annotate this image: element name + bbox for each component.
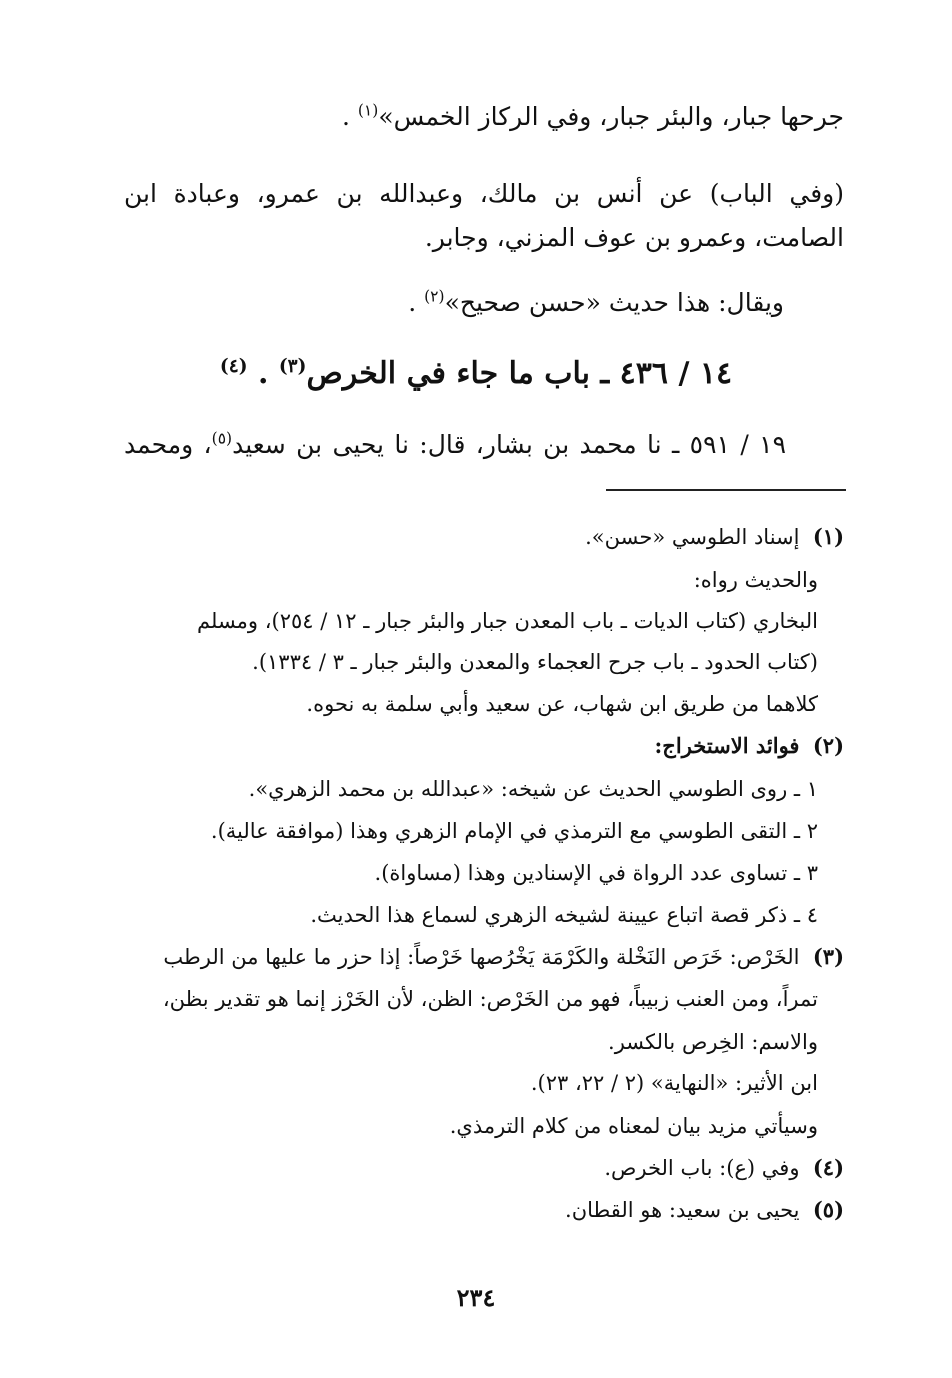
footnote-3-line-1 <box>163 942 844 972</box>
footnote-5 <box>565 1195 844 1225</box>
footnote-4-text: وفي (ع): باب الخرص. <box>604 1156 800 1180</box>
footnote-1-number: (١) <box>812 524 844 549</box>
footnote-ref-4: (٤) <box>219 356 248 377</box>
chapter-heading-text: ١٤ / ٤٣٦ ـ باب ما جاء في الخرص <box>306 356 733 391</box>
footnote-ref-1: (١) <box>357 101 379 120</box>
hadith-chain-line <box>124 428 786 462</box>
main-text-line-4 <box>408 286 784 320</box>
footnote-2-item-2: ٢ ـ التقى الطوسي مع الترمذي في الإمام الزهري وهذا (موافقة عالية). <box>210 819 818 843</box>
footnote-1-line-1 <box>585 522 844 552</box>
footnote-1-text: إسناد الطوسي «حسن». <box>585 525 800 549</box>
footnote-1-line-5: كلاهما من طريق ابن شهاب، عن سعيد وأبي سلمة به نحوه. <box>306 692 818 716</box>
footnote-1-line-3: البخاري (كتاب الديات ـ باب المعدن جبار والبئر جبار ـ ١٢ / ٢٥٤)، ومسلم <box>197 609 818 633</box>
footnote-3-line-5: وسيأتي مزيد بيان لمعناه من كلام الترمذي. <box>449 1114 818 1138</box>
hadith-chain-end: ، ومحمد <box>124 430 212 459</box>
footnote-ref-3: (٣) <box>278 356 307 377</box>
footnote-3-line-2: تمراً، ومن العنب زبيباً، فهو من الخَرْص: الظن، لأن الخَرْز إنما هو تقدير بظن، <box>162 987 818 1011</box>
footnote-2-title: فوائد الاستخراج: <box>654 733 800 758</box>
footnote-5-number: (٥) <box>812 1197 844 1222</box>
footnote-ref-5: (٥) <box>211 429 233 448</box>
footnote-1-line-2: والحديث رواه: <box>693 568 818 592</box>
footnote-4 <box>604 1153 844 1183</box>
footnote-5-text: يحيى بن سعيد: هو القطان. <box>565 1198 800 1222</box>
main-text-line-2: (وفي الباب) عن أنس بن مالك، وعبدالله بن عمرو، وعبادة ابن <box>124 179 844 208</box>
chapter-heading-sep: . <box>247 356 279 391</box>
footnote-3-text: الخَرْص: خَرَص النَخْلة والكَرْمَة يَخْرُصها خَرْصاً: إذا حزر ما عليها من الرطب <box>163 945 800 969</box>
main-text-line-4-body: ويقال: هذا حديث «حسن صحيح» <box>444 288 784 317</box>
footnote-2-line-1 <box>655 731 844 761</box>
footnote-3-line-3: والاسم: الخِرص بالكسر. <box>608 1030 818 1054</box>
chapter-heading <box>0 356 952 391</box>
main-text-line-1-body: جرحها جبار، والبئر جبار، وفي الركاز الخمس» <box>378 102 844 131</box>
hadith-chain-body: ١٩ / ٥٩١ ـ نا محمد بن بشار، قال: نا يحيى بن سعيد <box>232 430 786 459</box>
footnote-2-item-3: ٣ ـ تساوى عدد الرواة في الإسنادين وهذا (مساواة). <box>374 861 818 885</box>
main-text-line-3: الصامت، وعمرو بن عوف المزني، وجابر. <box>424 223 844 252</box>
main-text-line-1 <box>342 100 844 134</box>
footnote-3-number: (٣) <box>812 944 844 969</box>
footnote-2-number: (٢) <box>812 733 844 758</box>
footnote-divider <box>606 489 846 491</box>
main-text-line-4-end: . <box>408 288 425 317</box>
footnote-2-item-4: ٤ ـ ذكر قصة اتباع عيينة لشيخه الزهري لسماع هذا الحديث. <box>310 903 818 927</box>
main-text-line-1-end: . <box>341 102 358 131</box>
footnote-4-number: (٤) <box>812 1155 844 1180</box>
page-number: ٢٣٤ <box>456 1283 496 1312</box>
footnote-3-line-4: ابن الأثير: «النهاية» (٢ / ٢٢، ٢٣). <box>530 1071 818 1095</box>
footnote-2-item-1: ١ ـ روى الطوسي الحديث عن شيخه: «عبدالله بن محمد الزهري». <box>248 777 818 801</box>
footnote-1-line-4: (كتاب الحدود ـ باب جرح العجماء والمعدن والبئر جبار ـ ٣ / ١٣٣٤). <box>252 650 818 674</box>
footnote-ref-2: (٢) <box>424 287 445 306</box>
